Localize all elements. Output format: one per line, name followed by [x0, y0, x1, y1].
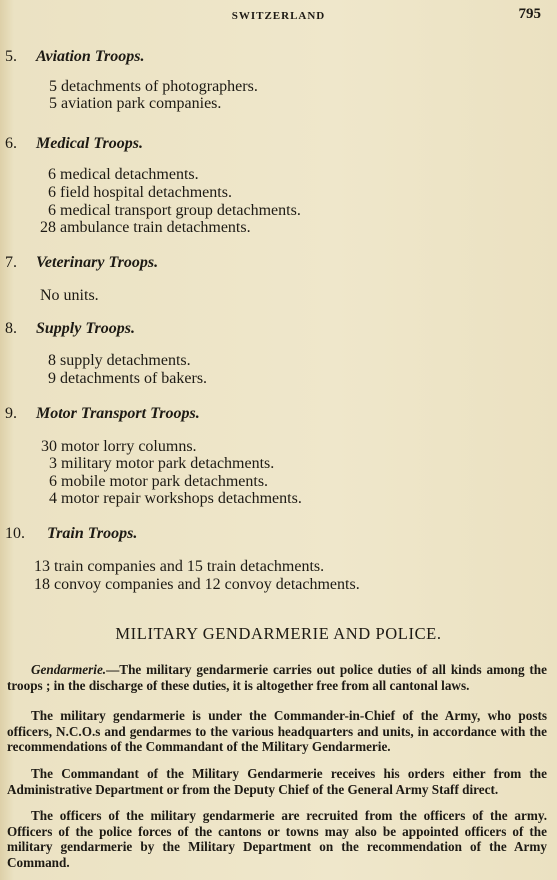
- section-title: Aviation Troops.: [36, 48, 145, 65]
- paragraph-text: The officers of the military gendarmerie are recruited from the officers of the army. Officers of the police forces of the cantons or towns may also be appointed officers of the military gendarmerie by the Military Department on the recommendation of the Army Command.: [7, 808, 547, 870]
- section-item: No units.: [40, 287, 99, 304]
- section-number: 7.: [5, 254, 17, 271]
- section-title: Veterinary Troops.: [36, 254, 159, 271]
- section-item: 6 mobile motor park detachments.: [49, 473, 269, 490]
- section-title: Supply Troops.: [36, 320, 135, 337]
- section-number: 9.: [5, 405, 17, 422]
- section-number: 8.: [5, 320, 17, 337]
- section-item: 9 detachments of bakers.: [48, 370, 208, 387]
- section-item: 28 ambulance train detachments.: [40, 219, 251, 236]
- section-item: 8 supply detachments.: [48, 352, 191, 369]
- section-item: 18 convoy companies and 12 convoy detachments.: [34, 576, 360, 593]
- paragraph-command: [7, 708, 547, 755]
- section-title: Train Troops.: [47, 525, 138, 542]
- paragraph-lead: Gendarmerie.: [31, 662, 107, 677]
- section-number: 5.: [5, 48, 17, 65]
- section-title: Motor Transport Troops.: [36, 405, 200, 422]
- section-number: 10.: [5, 525, 25, 542]
- paragraph-text: The Commandant of the Military Gendarmerie receives his orders either from the Administrative Department or from the Deputy Chief of the General Army Staff direct.: [7, 766, 547, 797]
- page-number: 795: [518, 6, 541, 22]
- section-number: 6.: [5, 135, 17, 152]
- paragraph-orders: [7, 766, 547, 797]
- section-item: 5 detachments of photographers.: [49, 78, 258, 95]
- section-item: 13 train companies and 15 train detachments.: [34, 558, 325, 575]
- section-item: 30 motor lorry columns.: [41, 438, 197, 455]
- running-header: SWITZERLAND: [231, 10, 326, 22]
- section-item: 3 military motor park detachments.: [49, 455, 275, 472]
- paragraph-text: The military gendarmerie is under the Commander-in-Chief of the Army, who posts officers, N.C.O.s and gendarmes to the various headquarters and units, in accordance with the recommendations of the Commandant of the Military Gendarmerie.: [7, 708, 547, 755]
- section-item: 6 medical detachments.: [48, 166, 199, 183]
- paragraph-text: —The military gendarmerie carries out police duties of all kinds among the troops ; in the discharge of these duties, it is altogether free from all cantonal laws.: [7, 662, 547, 693]
- section-heading: MILITARY GENDARMERIE AND POLICE.: [115, 624, 442, 643]
- section-item: 6 medical transport group detachments.: [48, 202, 301, 219]
- section-item: 5 aviation park companies.: [49, 95, 222, 112]
- paragraph-officers: [7, 808, 547, 870]
- section-item: 6 field hospital detachments.: [48, 184, 232, 201]
- section-title: Medical Troops.: [36, 135, 143, 152]
- paragraph-gendarmerie: [7, 662, 547, 693]
- section-item: 4 motor repair workshops detachments.: [49, 490, 302, 507]
